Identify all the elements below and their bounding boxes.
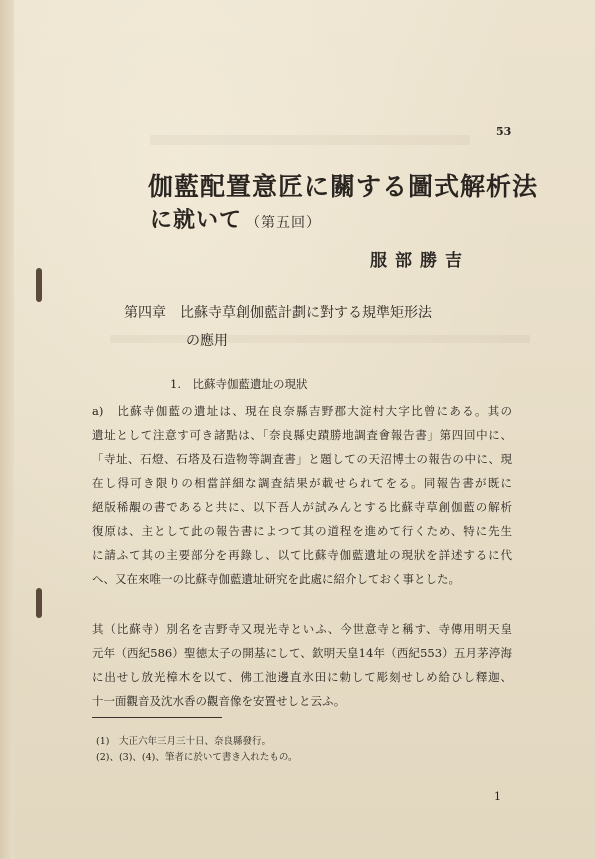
footnotes: [96, 734, 298, 766]
title-line-2: [150, 203, 321, 234]
chapter-heading-line-2: の應用: [186, 333, 228, 349]
author: 服部勝吉: [370, 251, 470, 271]
title-issue: （第五回）: [246, 215, 322, 231]
paragraph-line: 復原は、主として此の報告書によつて其の道程を進めて行くため、特に先生: [92, 524, 512, 538]
paragraph-2: [92, 617, 512, 713]
section-heading: 1. 比蘇寺伽藍遺址の現狀: [170, 377, 308, 391]
footnote: (1) 大正六年三月三十日、奈良縣發行。: [96, 736, 271, 747]
title-line-2-text: に就いて: [150, 207, 243, 233]
footnote-divider: [92, 717, 222, 718]
paragraph-line: 在し得可き限りの相當詳細な調査結果が載せられてをる。同報告書が既に: [92, 476, 512, 490]
title-line-1: 伽藍配置意匠に關する圖式解析法: [148, 172, 539, 201]
paragraph-1: [92, 399, 512, 591]
staple-top: [36, 268, 42, 302]
paragraph-line: 絕版稀覯の書であると共に、以下吾人が試みんとする比蘇寺草創伽藍の解析: [92, 500, 512, 514]
staple-bottom: [36, 588, 42, 618]
paragraph-line: 元年（西紀586）聖徳太子の開基にして、欽明天皇14年（西紀553）五月茅渟海: [92, 646, 512, 660]
page-number-bottom: 1: [494, 790, 501, 803]
paragraph-line: 遺址として注意す可き諸點は、「奈良縣史蹟勝地調査會報告書」第四回中に、: [92, 428, 512, 442]
paragraph-line: a) 比蘇寺伽藍の遺址は、現在良奈縣吉野郡大淀村大字比曾にある。其の: [92, 404, 512, 418]
bleed-through: [150, 135, 470, 145]
paragraph-line: 「寺址、石燈、石塔及石造物等調査書」と題しての天沼博士の報告の中に、現: [92, 452, 512, 466]
paragraph-line: 十一面觀音及沈水香の觀音像を安置せしと云ふ。: [92, 694, 346, 708]
paragraph-line: に出せし放光樟木を以て、佛工池邊直氷田に勅して彫刻せしめ給ひし釋迦、: [92, 670, 512, 684]
page-number-top: 53: [496, 125, 512, 138]
bleed-through: [110, 335, 530, 343]
footnote: (2)、(3)、(4)、筆者に於いて書き入れたもの。: [96, 752, 298, 763]
paragraph-line: 其（比蘇寺）別名を吉野寺又現光寺といふ、今世意寺と稱す、寺傳用明天皇: [92, 622, 512, 636]
paragraph-line: へ、又在來唯一の比蘇寺伽藍遺址研究を此處に紹介しておく事とした。: [92, 572, 460, 586]
chapter-heading-line-1: 第四章 比蘇寺草創伽藍計劃に對する規準矩形法: [124, 305, 432, 321]
binding-edge: [0, 0, 14, 859]
paragraph-line: に請ふて其の主要部分を再錄し、以て比蘇寺伽藍遺址の現狀を詳述するに代: [92, 548, 512, 562]
